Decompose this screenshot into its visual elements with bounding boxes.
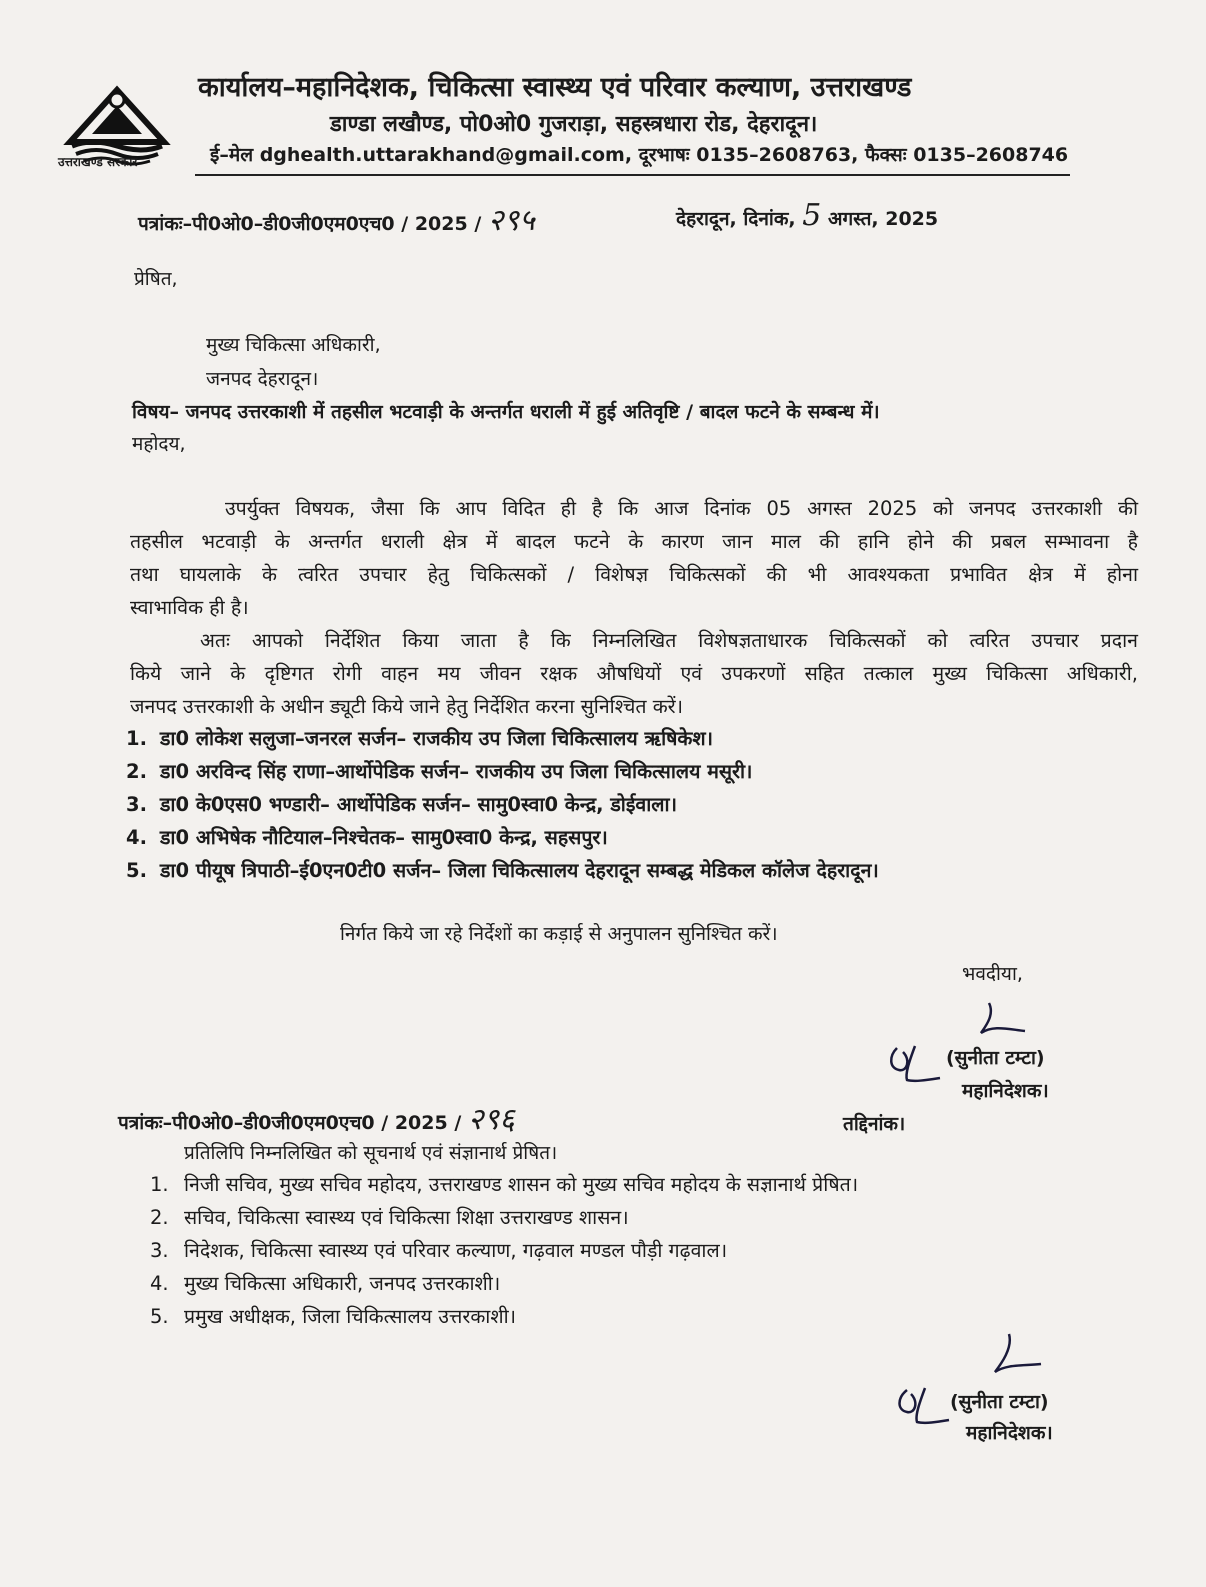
copy-intro: प्रतिलिपि निम्नलिखित को सूचनार्थ एवं संज्ञानार्थ प्रेषित।: [184, 1142, 558, 1164]
paragraph-2-line: किये जाने के दृष्टिगत रोगी वाहन मय जीवन रक्षक औषधियों एवं उपकरणों सहित तत्काल मुख्य चिकित्सा अधिकारी,: [130, 662, 1138, 685]
copy-reference-number-handwritten: २९६: [467, 1102, 515, 1137]
recipient-line1: मुख्य चिकित्सा अधिकारी,: [206, 334, 381, 356]
office-title: कार्यालय–महानिदेशक, चिकित्सा स्वास्थ्य एवं परिवार कल्याण, उत्तराखण्ड: [198, 72, 912, 103]
initial-signature-mark: [975, 995, 1035, 1040]
paragraph-2-line: जनपद उत्तरकाशी के अधीन ड्यूटी किये जाने हेतु निर्देशित करना सुनिश्चित करें।: [130, 695, 684, 718]
date-suffix: अगस्त, 2025: [827, 208, 939, 230]
closing: भवदीया,: [962, 963, 1023, 985]
recipient-line2: जनपद देहरादून।: [206, 368, 319, 390]
signatory-title: महानिदेशक।: [962, 1080, 1049, 1102]
paragraph-1-line: तथा घायलाके के त्वरित उपचार हेतु चिकित्सकों / विशेषज्ञ चिकित्सकों की भी आवश्यकता प्रभावित क्षेत्र में होना: [130, 563, 1138, 586]
copy-date: तद्दिनांक।: [843, 1113, 906, 1135]
list-item: 1. डा0 लोकेश सलुजा–जनरल सर्जन– राजकीय उप जिला चिकित्सालय ऋषिकेश।: [126, 727, 714, 750]
subject-text: जनपद उत्तरकाशी में तहसील भटवाड़ी के अन्तर्गत धराली में हुई अतिवृष्टि / बादल फटने के सम्बन्ध में।: [185, 401, 880, 423]
reference-prefix: पत्रांकः–पी0ओ0–डी0जी0एम0एच0 / 2025 /: [138, 213, 482, 235]
copy-reference: [118, 1097, 515, 1138]
list-item: 3. निदेशक, चिकित्सा स्वास्थ्य एवं परिवार कल्याण, गढ़वाल मण्डल पौड़ी गढ़वाल।: [150, 1239, 728, 1262]
letter-reference: [138, 198, 535, 239]
date-day-handwritten: 5: [802, 198, 822, 233]
list-item: 1. निजी सचिव, मुख्य सचिव महोदय, उत्तराखण्ड शासन को मुख्य सचिव महोदय के सज्ञानार्थ प्रेषित।: [150, 1173, 859, 1196]
copy-signatory-name: (सुनीता टम्टा): [950, 1391, 1049, 1413]
office-contact: ई–मेल dghealth.uttarakhand@gmail.com, दूरभाषः 0135–2608763, फैक्सः 0135–2608746: [210, 144, 1069, 166]
list-item: 3. डा0 के0एस0 भण्डारी– आर्थोपेडिक सर्जन– सामु0स्वा0 केन्द्र, डोईवाला।: [126, 793, 677, 816]
date-prefix: देहरादून, दिनांक,: [676, 208, 796, 230]
sent-to-label: प्रेषित,: [134, 268, 178, 290]
paragraph-2-line: अतः आपको निर्देशित किया जाता है कि निम्नलिखित विशेषज्ञताधारक चिकित्सकों को त्वरित उपचार प्रदान: [200, 629, 1138, 652]
list-item: 2. डा0 अरविन्द सिंह राणा–आर्थोपेडिक सर्जन– राजकीय उप जिला चिकित्सालय मसूरी।: [126, 760, 753, 783]
list-item: 2. सचिव, चिकित्सा स्वास्थ्य एवं चिकित्सा शिक्षा उत्तराखण्ड शासन।: [150, 1206, 629, 1229]
initial-signature-mark-2: [985, 1330, 1045, 1380]
list-item: 5. डा0 पीयूष त्रिपाठी–ई0एन0टी0 सर्जन– जिला चिकित्सालय देहरादून सम्बद्ध मेडिकल कॉलेज देहरादून।: [126, 859, 879, 882]
copy-recipients-list: [150, 1168, 858, 1333]
paragraph-1-line: उपर्युक्त विषयक, जैसा कि आप विदित ही है कि आज दिनांक 05 अगस्त 2025 को जनपद उत्तरकाशी की: [225, 497, 1138, 520]
signatory-name: (सुनीता टम्टा): [946, 1047, 1045, 1069]
salutation: महोदय,: [132, 433, 186, 455]
handwritten-signature: [885, 1040, 945, 1090]
office-address: डाण्डा लखौण्ड, पो0ओ0 गुजराड़ा, सहस्त्रधारा रोड, देहरादून।: [330, 112, 818, 137]
subject-label: विषय–: [132, 401, 179, 423]
copy-signatory-title: महानिदेशक।: [966, 1422, 1053, 1444]
list-item: 5. प्रमुख अधीक्षक, जिला चिकित्सालय उत्तरकाशी।: [150, 1305, 517, 1328]
paragraph-2: [130, 624, 1138, 723]
paragraph-1-line: तहसील भटवाड़ी के अन्तर्गत धराली क्षेत्र में बादल फटने के कारण जान माल की हानि होने की प्रबल सम्भावना है: [130, 530, 1138, 553]
letterhead-divider: [195, 174, 1070, 176]
reference-number-handwritten: २९५: [487, 203, 535, 238]
subject-line: [132, 398, 880, 424]
copy-reference-prefix: पत्रांकः–पी0ओ0–डी0जी0एम0एच0 / 2025 /: [118, 1112, 462, 1134]
compliance-line: निर्गत किये जा रहे निर्देशों का कड़ाई से अनुपालन सुनिश्चित करें।: [340, 923, 778, 945]
handwritten-signature-2: [893, 1382, 953, 1432]
letter-date: [676, 198, 938, 233]
doctors-list: [126, 722, 879, 887]
list-item: 4. डा0 अभिषेक नौटियाल–निश्चेतक– सामु0स्वा0 केन्द्र, सहसपुर।: [126, 826, 608, 849]
paragraph-1: [130, 492, 1138, 624]
list-item: 4. मुख्य चिकित्सा अधिकारी, जनपद उत्तरकाशी।: [150, 1272, 501, 1295]
logo-caption: उत्तराखण्ड सरकार: [58, 155, 138, 169]
paragraph-1-line: स्वाभाविक ही है।: [130, 596, 249, 619]
